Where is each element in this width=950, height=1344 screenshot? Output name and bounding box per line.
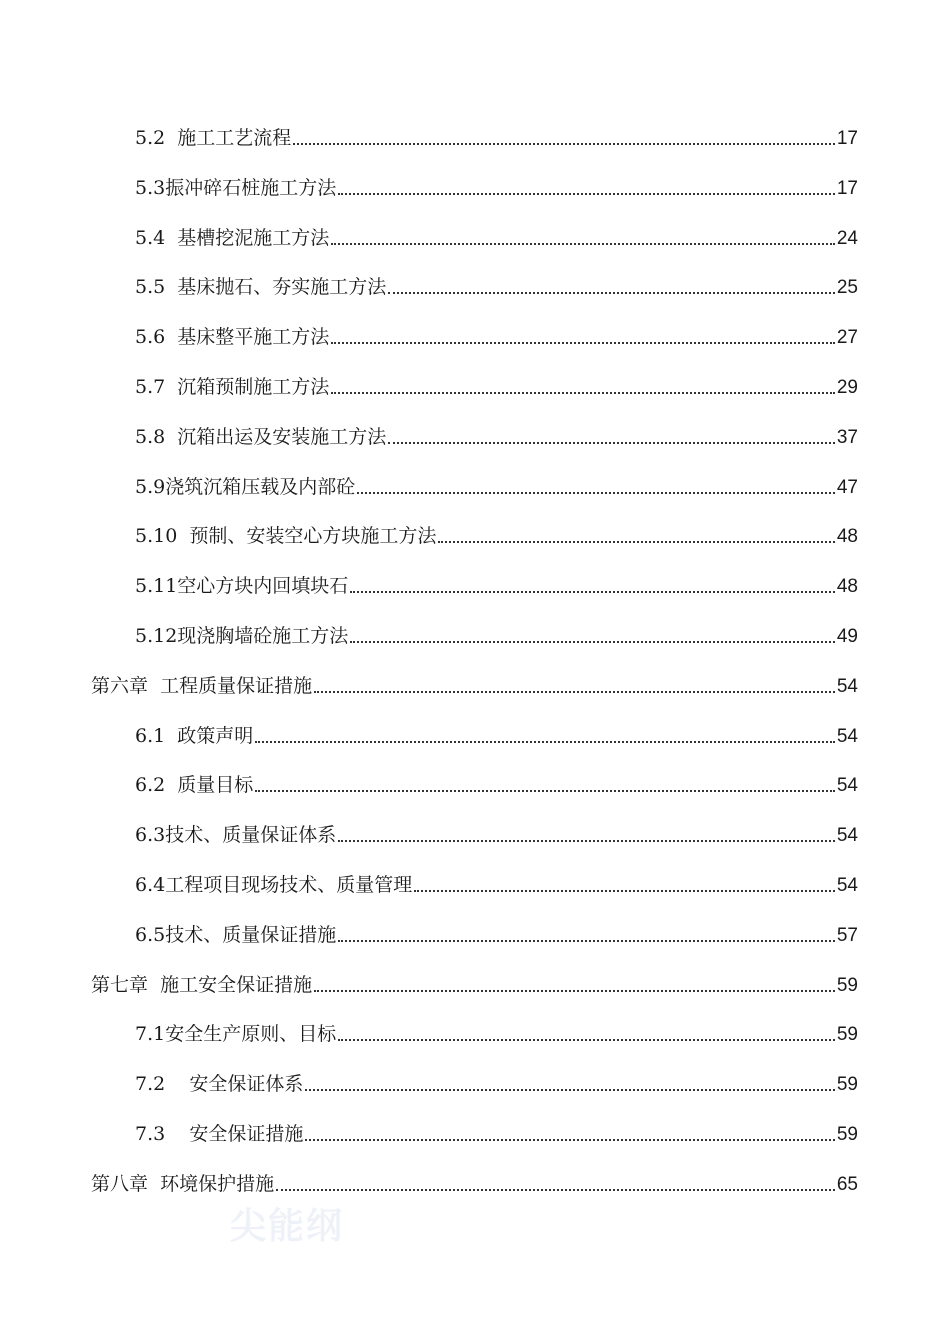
- toc-entry-page-number: 17: [836, 177, 858, 199]
- toc-dot-leader: [331, 243, 835, 245]
- toc-section-entry[interactable]: [135, 608, 858, 648]
- toc-entry-label: 第六章 工程质量保证措施: [91, 674, 313, 697]
- toc-entry-label: 5.6 基床整平施工方法: [135, 326, 330, 349]
- toc-dot-leader: [331, 392, 835, 394]
- toc-entry-page-number: 37: [836, 426, 858, 448]
- toc-entry-page-number: 57: [836, 924, 858, 946]
- toc-entry-page-number: 48: [836, 526, 858, 548]
- watermark: 尖能纲: [230, 1206, 345, 1247]
- toc-dot-leader: [314, 990, 835, 992]
- toc-entry-page-number: 17: [836, 128, 858, 149]
- toc-entry-label: 5.2 施工工艺流程: [135, 127, 292, 149]
- toc-dot-leader: [338, 193, 835, 195]
- toc-entry-label: 7.2 安全保证体系: [135, 1073, 304, 1096]
- toc-entry-page-number: 54: [836, 725, 858, 747]
- toc-entry-page-number: 47: [836, 476, 858, 498]
- toc-section-entry[interactable]: [135, 259, 858, 299]
- toc-entry-page-number: 54: [836, 875, 858, 896]
- toc-dot-leader: [314, 691, 835, 693]
- toc-dot-leader: [438, 541, 834, 543]
- toc-dot-leader: [255, 741, 835, 743]
- toc-entry-page-number: 27: [836, 327, 858, 349]
- toc-dot-leader: [305, 1089, 834, 1091]
- toc-entry-page-number: 59: [836, 974, 858, 996]
- toc-chapter-entry[interactable]: [91, 1156, 858, 1196]
- toc-entry-page-number: 59: [836, 1024, 858, 1046]
- toc-entry-page-number: 25: [836, 277, 858, 299]
- toc-dot-leader: [357, 492, 835, 494]
- toc-section-entry[interactable]: [135, 757, 858, 797]
- toc-entry-label: 7.3 安全保证措施: [135, 1123, 304, 1145]
- toc-entry-label: 第八章 环境保护措施: [91, 1172, 275, 1195]
- toc-section-entry[interactable]: [135, 907, 858, 947]
- toc-section-entry[interactable]: [135, 309, 858, 349]
- toc-section-entry[interactable]: [135, 708, 858, 748]
- toc-dot-leader: [293, 143, 835, 145]
- toc-section-entry[interactable]: [135, 1006, 858, 1046]
- toc-entry-page-number: 59: [836, 1074, 858, 1096]
- toc-entry-label: 5.4 基槽挖泥施工方法: [135, 226, 330, 249]
- toc-dot-leader: [338, 1039, 835, 1041]
- toc-section-entry[interactable]: [135, 160, 858, 200]
- toc-dot-leader: [331, 342, 835, 344]
- toc-entry-label: 5.5 基床抛石、夯实施工方法: [135, 276, 387, 299]
- toc-entry-page-number: 29: [836, 377, 858, 398]
- toc-section-entry[interactable]: [135, 409, 858, 449]
- toc-section-entry[interactable]: [135, 857, 858, 897]
- toc-section-entry[interactable]: [135, 807, 858, 847]
- toc-entry-page-number: 54: [836, 825, 858, 847]
- toc-entry-label: 5.12现浇胸墙砼施工方法: [135, 625, 349, 647]
- toc-chapter-entry[interactable]: [91, 658, 858, 698]
- toc-chapter-entry[interactable]: [91, 957, 858, 997]
- toc-dot-leader: [388, 292, 835, 294]
- toc-entry-label: 7.1安全生产原则、目标: [135, 1023, 337, 1046]
- toc-dot-leader: [350, 641, 835, 643]
- toc-entry-label: 6.2 质量目标: [135, 774, 254, 797]
- toc-dot-leader: [338, 840, 835, 842]
- toc-entry-label: 5.8 沉箱出运及安装施工方法: [135, 425, 387, 448]
- toc-entry-label: 5.7 沉箱预制施工方法: [135, 376, 330, 398]
- toc-dot-leader: [388, 442, 835, 444]
- toc-entry-page-number: 49: [836, 626, 858, 647]
- toc-section-entry[interactable]: [135, 508, 858, 548]
- toc-dot-leader: [338, 940, 835, 942]
- toc-entry-label: 5.11空心方块内回填块石: [135, 575, 349, 598]
- toc-entry-label: 5.10 预制、安装空心方块施工方法: [135, 525, 437, 548]
- toc-section-entry[interactable]: [135, 110, 858, 150]
- toc-entry-label: 6.5技术、质量保证措施: [135, 923, 337, 946]
- toc-dot-leader: [255, 790, 835, 792]
- toc-entry-label: 6.1 政策声明: [135, 724, 254, 747]
- toc-entry-page-number: 24: [836, 227, 858, 249]
- toc-section-entry[interactable]: [135, 359, 858, 399]
- toc-entry-label: 6.4工程项目现场技术、质量管理: [135, 874, 413, 896]
- toc-entry-page-number: 48: [836, 576, 858, 598]
- toc-section-entry[interactable]: [135, 1056, 858, 1096]
- toc-dot-leader: [350, 591, 835, 593]
- toc-section-entry[interactable]: [135, 459, 858, 499]
- toc-entry-page-number: 54: [836, 775, 858, 797]
- toc-entry-label: 6.3技术、质量保证体系: [135, 824, 337, 847]
- toc-entry-page-number: 65: [836, 1173, 858, 1195]
- toc-entry-label: 第七章 施工安全保证措施: [91, 973, 313, 996]
- toc-section-entry[interactable]: [135, 558, 858, 598]
- toc-dot-leader: [276, 1189, 835, 1191]
- toc-entry-page-number: 59: [836, 1124, 858, 1145]
- toc-entry-label: 5.9浇筑沉箱压载及内部砼: [135, 475, 356, 498]
- toc-section-entry[interactable]: [135, 210, 858, 250]
- toc-section-entry[interactable]: [135, 1106, 858, 1146]
- toc-entry-label: 5.3振冲碎石桩施工方法: [135, 176, 337, 199]
- toc-entry-page-number: 54: [836, 675, 858, 697]
- toc-dot-leader: [305, 1139, 834, 1141]
- toc-dot-leader: [414, 890, 835, 892]
